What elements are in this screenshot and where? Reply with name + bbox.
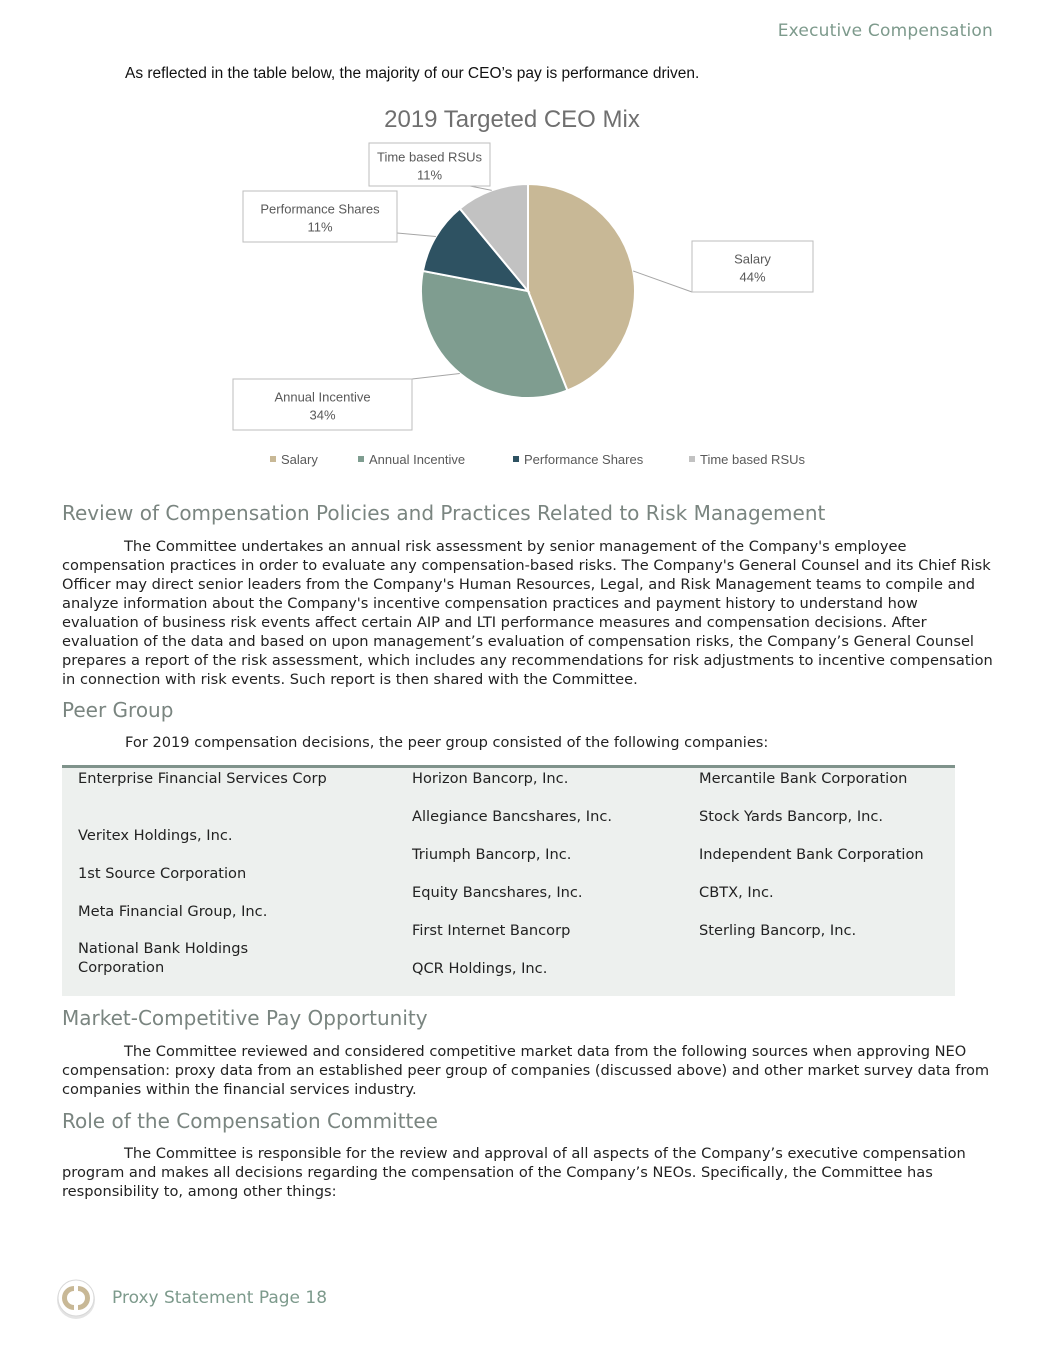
data-label-value: 44% — [739, 269, 766, 285]
market-section-text: The Committee reviewed and considered competitive market data from the following sources when approving NEO compensation: proxy data from an established peer group of companies (discussed above) and other market survey data from companies within the financial services industry. — [62, 1043, 990, 1098]
risk-section-body — [62, 537, 994, 689]
market-section-body — [62, 1042, 994, 1099]
running-header: Executive Compensation — [777, 21, 993, 41]
company-logo-icon — [55, 1278, 97, 1320]
data-label-category: Time based RSUs — [377, 149, 482, 165]
legend-label: Performance Shares — [524, 452, 644, 467]
peer-company: Independent Bank Corporation — [699, 846, 924, 863]
peer-company: Allegiance Bancshares, Inc. — [412, 808, 613, 825]
peer-company: First Internet Bancorp — [412, 922, 571, 939]
risk-section-heading: Review of Compensation Policies and Practices Related to Risk Management — [62, 501, 826, 525]
legend-swatch — [689, 456, 695, 462]
data-label-category: Performance Shares — [260, 201, 380, 217]
data-label-category: Salary — [734, 251, 771, 267]
role-section-text: The Committee is responsible for the review and approval of all aspects of the Company’s executive compensation program and makes all decisions regarding the compensation of the Company’s NEOs. Specifically, the Committee has responsibility to, among other things: — [62, 1145, 966, 1200]
peer-company: Veritex Holdings, Inc. — [78, 827, 233, 844]
ceo-mix-pie-chart — [0, 95, 1055, 485]
peer-group-table — [62, 765, 955, 996]
legend-swatch — [358, 456, 364, 462]
peer-company: Triumph Bancorp, Inc. — [412, 846, 572, 863]
peer-group-intro: For 2019 compensation decisions, the peer group consisted of the following companies: — [125, 734, 769, 751]
peer-company: QCR Holdings, Inc. — [412, 960, 548, 977]
intro-text: As reflected in the table below, the majority of our CEO’s pay is performance driven. — [125, 65, 700, 82]
data-label-value: 34% — [309, 407, 336, 423]
chart-title: 2019 Targeted CEO Mix — [384, 106, 640, 133]
peer-company: 1st Source Corporation — [78, 865, 247, 882]
data-label-value: 11% — [416, 167, 443, 183]
peer-company: Sterling Bancorp, Inc. — [699, 922, 857, 939]
legend-label: Salary — [281, 452, 318, 467]
role-section-body — [62, 1144, 994, 1201]
legend-swatch — [270, 456, 276, 462]
peer-company: Equity Bancshares, Inc. — [412, 884, 583, 901]
peer-company: Horizon Bancorp, Inc. — [412, 770, 569, 787]
legend-label: Annual Incentive — [369, 452, 466, 467]
peer-company: National Bank Holdings Corporation — [78, 940, 249, 976]
peer-company: Meta Financial Group, Inc. — [78, 903, 268, 920]
peer-group-heading: Peer Group — [62, 698, 174, 722]
peer-company: Stock Yards Bancorp, Inc. — [699, 808, 884, 825]
role-section-heading: Role of the Compensation Committee — [62, 1109, 438, 1133]
peer-company: CBTX, Inc. — [699, 884, 774, 901]
legend-swatch — [513, 456, 519, 462]
leader-line — [470, 186, 492, 190]
data-label-category: Annual Incentive — [274, 389, 371, 405]
leader-line — [633, 271, 692, 292]
data-label-value: 11% — [307, 219, 333, 235]
legend-label: Time based RSUs — [700, 452, 805, 467]
market-section-heading: Market-Competitive Pay Opportunity — [62, 1006, 428, 1030]
peer-company: Mercantile Bank Corporation — [699, 770, 908, 787]
risk-section-text: The Committee undertakes an annual risk assessment by senior management of the Company's employee compensation practices in order to evaluate any compensation-based risks. The Company's General Counsel and its Chief Risk Officer may direct senior leaders from the Company's Human Resources, Legal, and Risk Management teams to compile and analyze information about the Company's incentive compensation practices and payment history to understand how evaluation of business risk events affect certain AIP and LTI performance measures and compensation decisions. After evaluation of the data and based on upon management’s evaluation of compensation risks, the Company’s General Counsel prepares a report of the risk assessment, which includes any recommendations for risk adjustments to incentive compensation in connection with risk events. Such report is then shared with the Committee. — [62, 538, 993, 688]
leader-line — [412, 373, 460, 379]
peer-company: Enterprise Financial Services Corp — [78, 770, 327, 787]
footer-page-label: Proxy Statement Page 18 — [112, 1288, 328, 1308]
leader-line — [397, 233, 436, 237]
